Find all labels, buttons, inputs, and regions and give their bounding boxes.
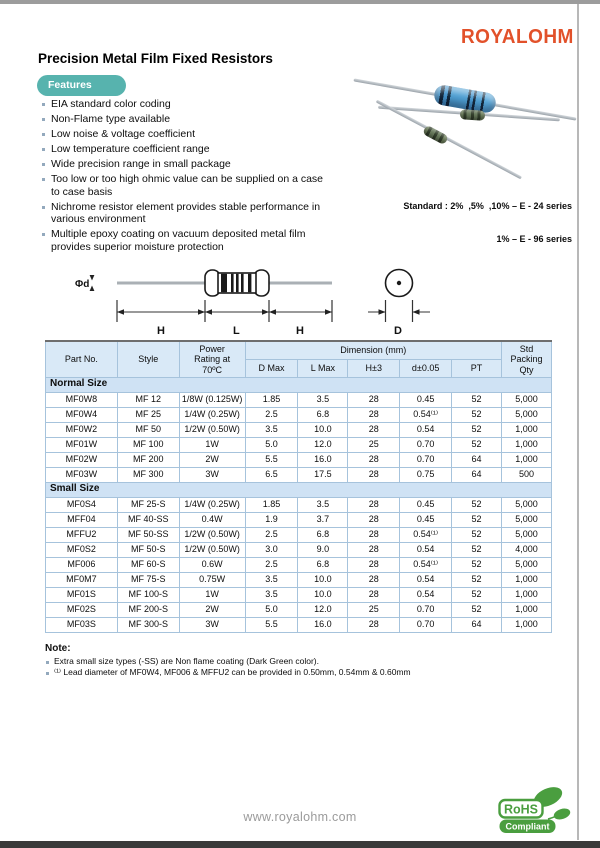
table-cell: MF 200 xyxy=(117,452,179,467)
table-cell: MF03W xyxy=(46,467,118,482)
table-cell: 3.5 xyxy=(245,572,298,587)
col-header-lmax: L Max xyxy=(298,359,348,377)
table-cell: MF006 xyxy=(46,557,118,572)
table-cell: MF 300-S xyxy=(117,617,179,632)
table-cell: 3.5 xyxy=(245,422,298,437)
table-cell: 64 xyxy=(452,467,502,482)
table-cell: 28 xyxy=(348,542,400,557)
table-row xyxy=(46,467,552,482)
dim-h-right-label: H xyxy=(296,325,304,337)
table-cell: MF 12 xyxy=(117,392,179,407)
table-cell: 5.5 xyxy=(245,617,298,632)
table-row xyxy=(46,587,552,602)
table-cell: 1/4W (0.25W) xyxy=(179,497,245,512)
table-cell: 17.5 xyxy=(298,467,348,482)
col-header-pt: PT xyxy=(452,359,502,377)
table-cell: 52 xyxy=(452,572,502,587)
table-cell: 5.0 xyxy=(245,437,298,452)
table-cell: 52 xyxy=(452,497,502,512)
table-cell: 3W xyxy=(179,467,245,482)
section-row xyxy=(46,482,552,497)
table-cell: 16.0 xyxy=(298,452,348,467)
col-header-h: H±3 xyxy=(348,359,400,377)
table-cell: 16.0 xyxy=(298,617,348,632)
table-cell: 500 xyxy=(501,467,551,482)
section-header-cell: Normal Size xyxy=(46,377,552,392)
table-cell: MF 25 xyxy=(117,407,179,422)
col-header-power: Power Rating at 70ºC xyxy=(179,341,245,377)
top-divider xyxy=(0,0,600,4)
col-header-qty: Std Packing Qty xyxy=(501,341,551,377)
table-cell: 1,000 xyxy=(501,452,551,467)
table-cell: 0.54 xyxy=(400,587,452,602)
table-row xyxy=(46,572,552,587)
table-cell: 52 xyxy=(452,512,502,527)
table-cell: MF0W8 xyxy=(46,392,118,407)
table-cell: 12.0 xyxy=(298,437,348,452)
table-cell: MF01S xyxy=(46,587,118,602)
bottom-divider xyxy=(0,841,600,848)
table-cell: 0.4W xyxy=(179,512,245,527)
table-cell: MF 50-S xyxy=(117,542,179,557)
table-cell: 0.70 xyxy=(400,437,452,452)
table-cell: 52 xyxy=(452,392,502,407)
table-cell: 64 xyxy=(452,617,502,632)
table-cell: 28 xyxy=(348,452,400,467)
table-cell: 0.54 xyxy=(400,542,452,557)
table-cell: 12.0 xyxy=(298,602,348,617)
table-cell: 1,000 xyxy=(501,422,551,437)
table-cell: 28 xyxy=(348,407,400,422)
note-item: ⁽¹⁾ Lead diameter of MF0W4, MF006 & MFFU2 can be provided in 0.50mm, 0.54mm & 0.60mm xyxy=(45,667,525,678)
table-cell: 2W xyxy=(179,602,245,617)
feature-item: Low noise & voltage coefficient xyxy=(40,128,332,142)
lead-diameter-label: Φd xyxy=(75,279,90,290)
table-cell: 0.54⁽¹⁾ xyxy=(400,557,452,572)
table-cell: 28 xyxy=(348,617,400,632)
table-cell: 28 xyxy=(348,557,400,572)
table-cell: MF 75-S xyxy=(117,572,179,587)
table-cell: MF 40-SS xyxy=(117,512,179,527)
table-cell: 1,000 xyxy=(501,587,551,602)
table-cell: 0.45 xyxy=(400,497,452,512)
page-title: Precision Metal Film Fixed Resistors xyxy=(38,51,273,66)
table-cell: MFF04 xyxy=(46,512,118,527)
table-cell: 1,000 xyxy=(501,602,551,617)
rohs-compliant-badge xyxy=(498,786,572,836)
col-header-style: Style xyxy=(117,341,179,377)
table-cell: 2W xyxy=(179,452,245,467)
table-cell: 10.0 xyxy=(298,422,348,437)
spec-table xyxy=(45,340,552,633)
table-cell: 0.54 xyxy=(400,572,452,587)
rohs-label: RoHS xyxy=(503,802,539,817)
table-cell: MF 300 xyxy=(117,467,179,482)
feature-item: Too low or too high ohmic value can be supplied on a case to case basis xyxy=(40,173,332,200)
table-cell: 2.5 xyxy=(245,557,298,572)
table-cell: MF01W xyxy=(46,437,118,452)
table-cell: 1/8W (0.125W) xyxy=(179,392,245,407)
table-cell: 2.5 xyxy=(245,407,298,422)
table-cell: MF 50-SS xyxy=(117,527,179,542)
table-cell: 0.70 xyxy=(400,602,452,617)
table-cell: 25 xyxy=(348,602,400,617)
table-row xyxy=(46,512,552,527)
table-cell: 5,000 xyxy=(501,497,551,512)
feature-item: Wide precision range in small package xyxy=(40,158,332,172)
table-cell: 1.85 xyxy=(245,392,298,407)
table-cell: 3.0 xyxy=(245,542,298,557)
table-cell: MF0W4 xyxy=(46,407,118,422)
note-title: Note: xyxy=(45,643,71,654)
table-cell: 28 xyxy=(348,512,400,527)
table-cell: 6.5 xyxy=(245,467,298,482)
table-row xyxy=(46,542,552,557)
table-cell: 5.0 xyxy=(245,602,298,617)
green-resistor-body xyxy=(460,109,486,121)
table-cell: 28 xyxy=(348,497,400,512)
col-header-dimension: Dimension (mm) xyxy=(245,341,501,359)
table-cell: 1.85 xyxy=(245,497,298,512)
table-cell: 10.0 xyxy=(298,587,348,602)
table-cell: 52 xyxy=(452,602,502,617)
table-cell: 4,000 xyxy=(501,542,551,557)
table-cell: 1,000 xyxy=(501,437,551,452)
table-cell: 1,000 xyxy=(501,572,551,587)
table-cell: 0.45 xyxy=(400,392,452,407)
table-cell: 3W xyxy=(179,617,245,632)
table-cell: 5,000 xyxy=(501,407,551,422)
table-cell: 28 xyxy=(348,587,400,602)
col-header-dmax: D Max xyxy=(245,359,298,377)
table-cell: 0.45 xyxy=(400,512,452,527)
table-cell: 5,000 xyxy=(501,557,551,572)
table-row xyxy=(46,422,552,437)
table-cell: MF0W2 xyxy=(46,422,118,437)
table-cell: 28 xyxy=(348,467,400,482)
table-cell: 52 xyxy=(452,527,502,542)
section-header-cell: Small Size xyxy=(46,482,552,497)
table-cell: 0.54⁽¹⁾ xyxy=(400,527,452,542)
table-cell: 9.0 xyxy=(298,542,348,557)
table-cell: 10.0 xyxy=(298,572,348,587)
table-row xyxy=(46,617,552,632)
table-cell: 5,000 xyxy=(501,527,551,542)
table-cell: 6.8 xyxy=(298,407,348,422)
website-link[interactable]: www.royalohm.com xyxy=(243,810,357,824)
feature-item: EIA standard color coding xyxy=(40,98,332,112)
dim-l-label: L xyxy=(233,325,240,337)
note-list xyxy=(45,656,525,678)
col-header-d: d±0.05 xyxy=(400,359,452,377)
table-cell: MF0M7 xyxy=(46,572,118,587)
table-cell: 52 xyxy=(452,557,502,572)
table-cell: MF 200-S xyxy=(117,602,179,617)
table-cell: 1/4W (0.25W) xyxy=(179,407,245,422)
table-row xyxy=(46,527,552,542)
features-list xyxy=(40,98,332,256)
feature-item: Low temperature coefficient range xyxy=(40,143,332,157)
table-cell: 64 xyxy=(452,452,502,467)
standard-series-note: Standard : 2% ,5% ,10% – E - 24 series 1% – E - 96 series xyxy=(403,201,572,244)
table-cell: 2.5 xyxy=(245,527,298,542)
table-row xyxy=(46,392,552,407)
table-cell: 28 xyxy=(348,527,400,542)
note-item: Extra small size types (-SS) are Non flame coating (Dark Green color). xyxy=(45,656,525,667)
dim-d-label: D xyxy=(394,325,402,337)
green-resistor-body xyxy=(422,125,449,146)
features-heading: Features xyxy=(37,75,126,96)
table-cell: 5,000 xyxy=(501,392,551,407)
table-cell: 1W xyxy=(179,587,245,602)
table-cell: 0.75W xyxy=(179,572,245,587)
table-cell: 1/2W (0.50W) xyxy=(179,422,245,437)
table-cell: MF 100 xyxy=(117,437,179,452)
table-cell: 3.7 xyxy=(298,512,348,527)
table-cell: 52 xyxy=(452,422,502,437)
table-cell: MF 50 xyxy=(117,422,179,437)
table-cell: 5,000 xyxy=(501,512,551,527)
feature-item: Nichrome resistor element provides stable performance in various environment xyxy=(40,201,332,228)
table-cell: 6.8 xyxy=(298,527,348,542)
table-row xyxy=(46,452,552,467)
table-cell: 1,000 xyxy=(501,617,551,632)
table-row xyxy=(46,557,552,572)
table-cell: 6.8 xyxy=(298,557,348,572)
table-cell: 0.70 xyxy=(400,452,452,467)
table-cell: MF02W xyxy=(46,452,118,467)
table-cell: 1/2W (0.50W) xyxy=(179,542,245,557)
table-cell: 28 xyxy=(348,392,400,407)
table-cell: MF 60-S xyxy=(117,557,179,572)
table-cell: 52 xyxy=(452,437,502,452)
spec-table-body xyxy=(46,377,552,632)
table-cell: 25 xyxy=(348,437,400,452)
table-cell: 52 xyxy=(452,407,502,422)
table-row xyxy=(46,437,552,452)
table-cell: 52 xyxy=(452,542,502,557)
table-cell: 3.5 xyxy=(298,497,348,512)
table-cell: 52 xyxy=(452,587,502,602)
table-cell: 3.5 xyxy=(245,587,298,602)
table-cell: 3.5 xyxy=(298,392,348,407)
table-cell: 0.54⁽¹⁾ xyxy=(400,407,452,422)
table-cell: 28 xyxy=(348,572,400,587)
table-row xyxy=(46,407,552,422)
table-cell: 5.5 xyxy=(245,452,298,467)
note-block xyxy=(45,643,525,678)
feature-item: Multiple epoxy coating on vacuum deposited metal film provides superior moisture protection xyxy=(40,228,332,255)
resistor-photo xyxy=(345,68,580,180)
table-cell: MF0S2 xyxy=(46,542,118,557)
dim-h-left-label: H xyxy=(157,325,165,337)
table-cell: MF0S4 xyxy=(46,497,118,512)
resistor-dimension-diagram xyxy=(62,250,440,338)
table-cell: 1.9 xyxy=(245,512,298,527)
feature-item: Non-Flame type available xyxy=(40,113,332,127)
table-cell: 0.70 xyxy=(400,617,452,632)
table-cell: 1/2W (0.50W) xyxy=(179,527,245,542)
table-cell: MF 25-S xyxy=(117,497,179,512)
table-cell: 1W xyxy=(179,437,245,452)
table-cell: 0.54 xyxy=(400,422,452,437)
col-header-part: Part No. xyxy=(46,341,118,377)
table-cell: 0.75 xyxy=(400,467,452,482)
table-cell: MFFU2 xyxy=(46,527,118,542)
table-cell: MF02S xyxy=(46,602,118,617)
compliant-label: Compliant xyxy=(505,821,550,832)
table-row xyxy=(46,602,552,617)
table-cell: 28 xyxy=(348,422,400,437)
table-row xyxy=(46,497,552,512)
table-cell: 0.6W xyxy=(179,557,245,572)
section-row xyxy=(46,377,552,392)
table-cell: MF 100-S xyxy=(117,587,179,602)
table-cell: MF03S xyxy=(46,617,118,632)
brand-logo: ROYALOHM xyxy=(461,26,574,48)
